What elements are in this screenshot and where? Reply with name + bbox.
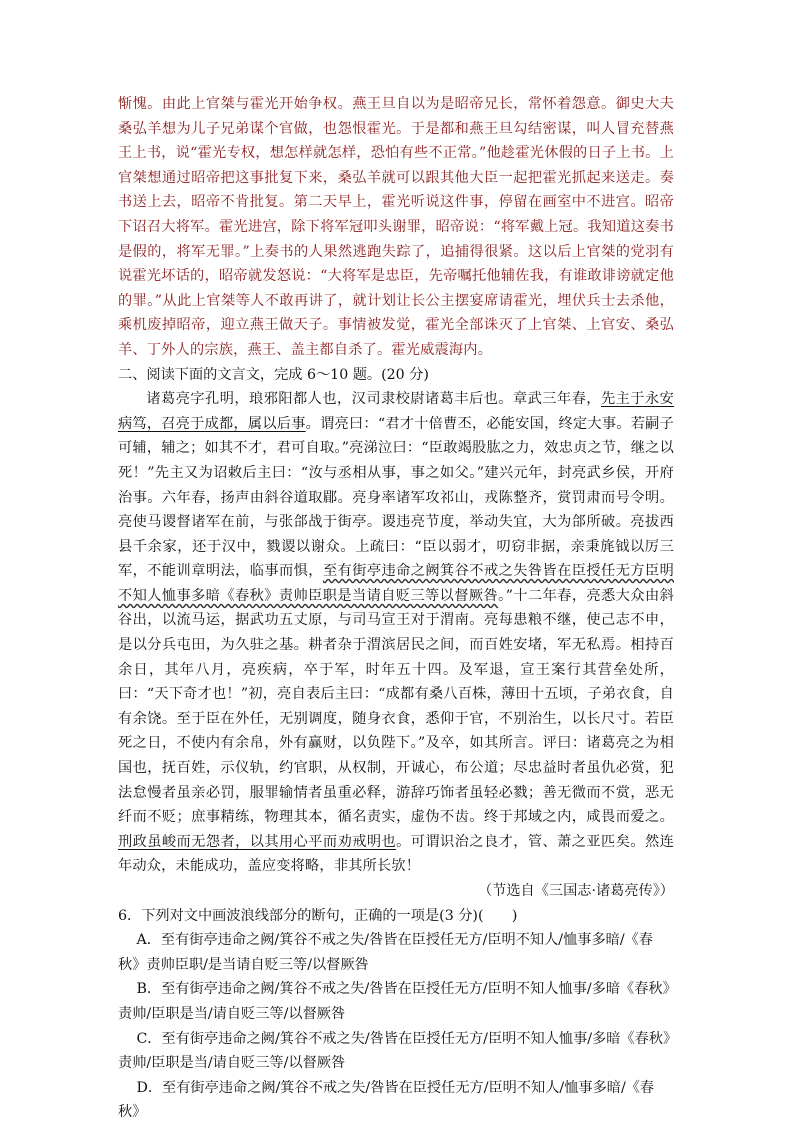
option-d: D．至有街亭违命之阙/箕谷不戒之失/咎皆在臣授任无方/臣明不知人/恤事多暗/《春秋》 — [118, 1079, 655, 1121]
underlined-sentence-2: 刑政虽峻而无怨者，以其用心平而劝戒明也 — [118, 833, 397, 850]
option-b: B．至有街亭违命之阙/箕谷不戒之失/咎皆在臣授任无方/臣明不知人恤事/多暗《春秋》责帅/臣职是当/请自贬三等/以督厥咎 — [118, 981, 670, 1022]
translation-paragraph: 惭愧。由此上官桀与霍光开始争权。燕王旦自以为是昭帝兄长，常怀着怨意。御史大夫桑弘羊想为儿子兄弟谋个官做，也怨恨霍光。于是都和燕王旦勾结密谋，叫人冒充替燕王上书，说“霍光专权，想怎样就怎样，恐怕有些不正常。”他趁霍光休假的日子上书。上官桀想通过昭帝把这事批复下来，桑弘羊就可以跟其他大臣一起把霍光抓起来送走。奏书送上去，昭帝不肯批复。第二天早上，霍光听说这件事，停留在画室中不进宫。昭帝下诏召大将军。霍光进宫，除下将军冠叩头谢罪，昭帝说：“将军戴上冠。我知道这奏书是假的，将军无罪。”上奏书的人果然逃跑失踪了，追捕得很紧。这以后上官桀的党羽有说霍光坏话的，昭帝就发怒说：“大将军是忠臣，先帝嘱托他辅佐我，有谁敢诽谤就定他的罪。”从此上官桀等人不敢再讲了，就计划让长公主摆宴席请霍光，埋伏兵士去杀他，乘机废掉昭帝，迎立燕王做天子。事情被发觉，霍光全部诛灭了上官桀、上官安、桑弘羊、丁外人的宗族，燕王、盖主都自杀了。霍光威震海内。 — [118, 96, 674, 358]
passage-text-1: 诸葛亮字孔明，琅邪阳都人也，汉司隶校尉诸葛丰后也。章武三年春， — [146, 391, 601, 408]
underlined-sentence-1: 先主于永安病笃，召亮于成都，属以后事 — [118, 391, 674, 432]
option-a: A．至有街亭违命之阙/箕谷不戒之失/咎皆在臣授任无方/臣明不知人/恤事多暗/《春秋》责帅臣职/是当请自贬三等/以督厥咎 — [118, 932, 653, 973]
wavy-underlined-sentence: 至有街亭违命之阙箕谷不戒之失咎皆在臣授任无方臣明不知人恤事多暗《春秋》责帅臣职是当请自贬三等以督厥咎 — [118, 563, 674, 604]
classical-passage — [118, 387, 674, 879]
section-heading: 二、阅读下面的文言文，完成 6～10 题。(20 分) — [118, 366, 429, 383]
passage-text-3: 。”十二年春，亮悉大众由斜谷出，以流马运，据武功五丈原，与司马宣王对于渭南。亮每患粮不继，使己志不申，是以分兵屯田，为久驻之基。耕者杂于渭滨居民之间，而百姓安堵，军无私焉。相持百余日，其年八月，亮疾病，卒于军，时年五十四。及军退，宣王案行其营垒处所，曰：“天下奇才也！”初，亮自表后主曰：“成都有桑八百株，薄田十五顷，子弟衣食，自有余饶。至于臣在外任，无别调度，随身衣食，悉仰于官，不别治生，以长尺寸。若臣死之日，不使内有余帛，外有赢财，以负陛下。”及卒，如其所言。评曰：诸葛亮之为相国也，抚百姓，示仪轨，约官职，从权制，开诚心，布公道；尽忠益时者虽仇必赏，犯法怠慢者虽亲必罚，服罪输情者虽重必释，游辞巧饰者虽轻必戮；善无微而不赏，恶无纤而不贬；庶事精练，物理其本，循名责实，虚伪不齿。终于邦域之内，咸畏而爱之。 — [118, 587, 674, 826]
option-c: C．至有街亭违命之阙/箕谷不戒之失/咎皆在臣授任无方/臣明不知人恤事/多暗《春秋》责帅/臣职是当/请自贬三等/以督厥咎 — [118, 1030, 671, 1072]
passage-source: （节选自《三国志·诸葛亮传》） — [477, 883, 674, 899]
exam-page — [118, 92, 674, 1125]
passage-text-4: 。可谓识治之良才，管、萧之亚匹矣。然连年动众，未能成功，盖应变将略，非其所长欤！ — [118, 833, 674, 875]
passage-text-2: 。谓亮曰：“君才十倍曹丕，必能安国，终定大事。若嗣子可辅，辅之；如其不才，君可自取。”亮涕泣曰：“臣敢竭股肱之力，效忠贞之节，继之以死！”先主又为诏敕后主曰：“汝与丞相从事，事之如父。”建兴元年，封亮武乡侯，开府治事。六年春，扬声由斜谷道取郿。亮身率诸军攻祁山，戎陈整齐，赏罚肃而号令明。亮使马谡督诸军在前，与张郃战于街亭。谡违亮节度，举动失宜，大为郃所破。亮拔西县千余家，还于汉中，戮谡以谢众。上疏曰：“臣以弱才，叨窃非据，亲秉旄钺以厉三军，不能训章明法，临事而惧， — [118, 415, 674, 580]
question-6: 6．下列对文中画波浪线部分的断句，正确的一项是(3 分)( ) — [118, 907, 518, 924]
